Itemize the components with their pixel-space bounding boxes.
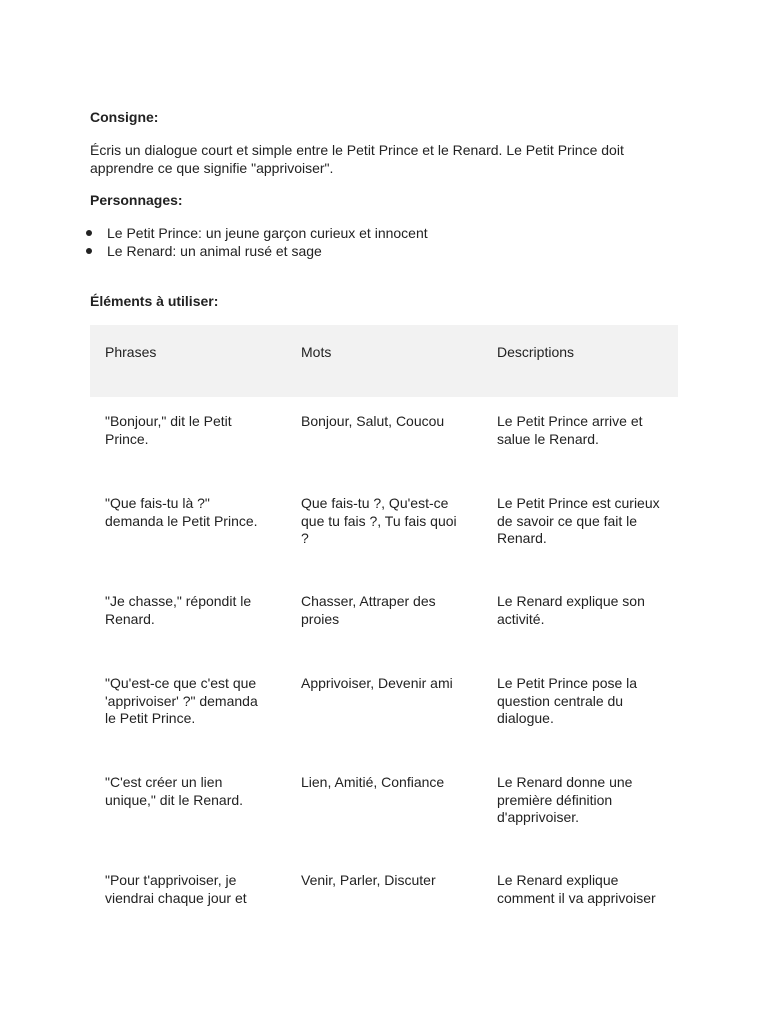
table-row xyxy=(90,479,678,577)
table-row xyxy=(90,577,678,659)
cell-description: Le Renard donne une première définition d'apprivoiser. xyxy=(497,774,633,825)
list-item-text: Le Petit Prince: un jeune garçon curieux et innocent xyxy=(107,225,428,241)
bullet-icon xyxy=(86,248,92,254)
list-item-text: Le Renard: un animal rusé et sage xyxy=(107,243,322,259)
table-row xyxy=(90,659,678,758)
list-item xyxy=(0,224,428,242)
table-row xyxy=(90,758,678,856)
personnages-heading: Personnages: xyxy=(90,192,183,208)
cell-mots: Bonjour, Salut, Coucou xyxy=(301,413,445,429)
column-header-descriptions: Descriptions xyxy=(482,325,678,397)
bullet-icon xyxy=(86,230,92,236)
table-row xyxy=(90,397,678,479)
cell-mots: Lien, Amitié, Confiance xyxy=(301,774,445,790)
cell-phrase: "Qu'est-ce que c'est que 'apprivoiser' ?" demanda le Petit Prince. xyxy=(105,675,258,726)
cell-phrase: "Je chasse," répondit le Renard. xyxy=(105,593,252,627)
cell-description: Le Petit Prince est curieux de savoir ce que fait le Renard. xyxy=(497,495,660,546)
cell-mots: Apprivoiser, Devenir ami xyxy=(301,675,453,691)
column-header-phrases: Phrases xyxy=(90,325,286,397)
consigne-heading: Consigne: xyxy=(90,109,159,125)
cell-phrase: "Que fais-tu là ?" demanda le Petit Prince. xyxy=(105,495,258,529)
elements-table xyxy=(90,325,678,916)
elements-heading: Éléments à utiliser: xyxy=(90,293,219,309)
cell-description: Le Renard explique comment il va apprivoiser xyxy=(497,872,656,906)
cell-mots: Chasser, Attraper des proies xyxy=(301,593,436,627)
cell-description: Le Petit Prince arrive et salue le Renard. xyxy=(497,413,643,447)
personnages-list xyxy=(0,224,428,260)
cell-phrase: "C'est créer un lien unique," dit le Renard. xyxy=(105,774,244,808)
list-item xyxy=(0,242,428,260)
cell-phrase: "Bonjour," dit le Petit Prince. xyxy=(105,413,232,447)
cell-phrase: "Pour t'apprivoiser, je viendrai chaque jour et xyxy=(105,872,247,906)
cell-description: Le Petit Prince pose la question centrale du dialogue. xyxy=(497,675,638,726)
table-header-row xyxy=(90,325,678,397)
consigne-text: Écris un dialogue court et simple entre le Petit Prince et le Renard. Le Petit Prince doit apprendre ce que signifie "apprivoiser". xyxy=(90,142,624,176)
cell-mots: Venir, Parler, Discuter xyxy=(301,872,436,888)
table-row xyxy=(90,856,678,916)
cell-description: Le Renard explique son activité. xyxy=(497,593,645,627)
cell-mots: Que fais-tu ?, Qu'est-ce que tu fais ?, Tu fais quoi ? xyxy=(301,495,457,546)
column-header-mots: Mots xyxy=(286,325,482,397)
